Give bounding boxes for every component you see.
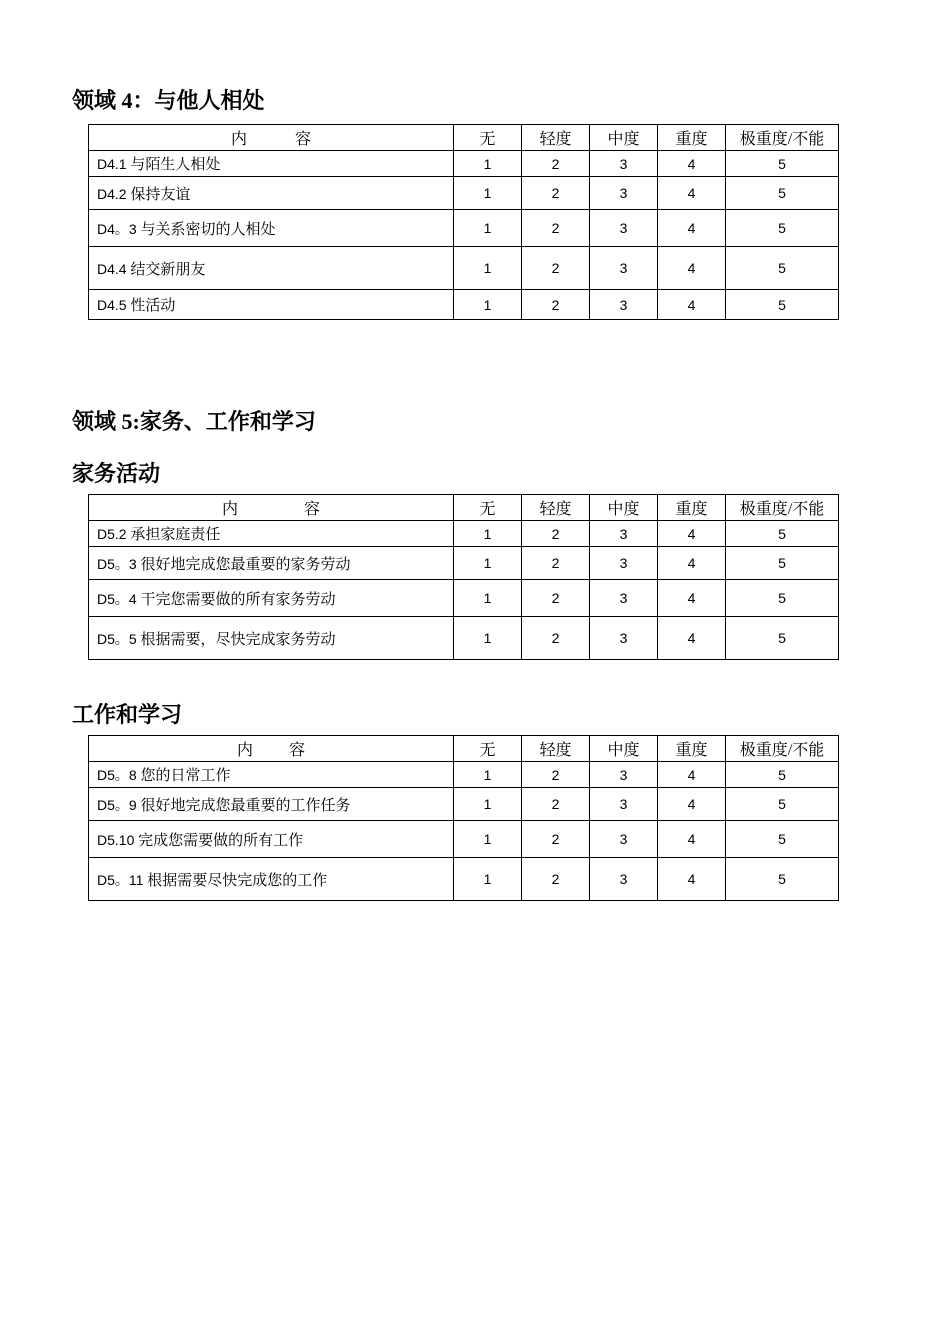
header-mild: 轻度 (522, 125, 590, 151)
score-1: 1 (454, 521, 522, 547)
item-cell: D4.4 结交新朋友 (89, 247, 454, 290)
score-1: 1 (454, 580, 522, 617)
table-row (89, 177, 839, 210)
score-4: 4 (658, 821, 726, 858)
score-1: 1 (454, 821, 522, 858)
score-4: 4 (658, 762, 726, 788)
score-2: 2 (522, 290, 590, 320)
score-2: 2 (522, 858, 590, 901)
header-severe: 重度 (658, 125, 726, 151)
score-5: 5 (726, 858, 839, 901)
score-3: 3 (590, 858, 658, 901)
table-row (89, 858, 839, 901)
score-3: 3 (590, 151, 658, 177)
score-3: 3 (590, 547, 658, 580)
header-moderate: 中度 (590, 736, 658, 762)
score-3: 3 (590, 210, 658, 247)
header-severe: 重度 (658, 495, 726, 521)
item-cell: D5。8 您的日常工作 (89, 762, 454, 788)
score-1: 1 (454, 762, 522, 788)
score-2: 2 (522, 788, 590, 821)
header-none: 无 (454, 495, 522, 521)
score-5: 5 (726, 762, 839, 788)
table-row (89, 521, 839, 547)
score-3: 3 (590, 788, 658, 821)
table-row (89, 210, 839, 247)
table-row (89, 580, 839, 617)
section-heading-domain4: 领域 4：与他人相处 (72, 88, 265, 113)
header-mild: 轻度 (522, 736, 590, 762)
item-cell: D5。11 根据需要尽快完成您的工作 (89, 858, 454, 901)
item-cell: D5。5 根据需要，尽快完成家务劳动 (89, 617, 454, 660)
score-4: 4 (658, 858, 726, 901)
subsection-heading-household: 家务活动 (72, 461, 161, 486)
header-extreme: 极重度/不能 (726, 125, 839, 151)
score-1: 1 (454, 151, 522, 177)
score-4: 4 (658, 547, 726, 580)
header-content: 内 容 (89, 125, 454, 151)
table-row (89, 247, 839, 290)
score-3: 3 (590, 580, 658, 617)
subsection-heading-work: 工作和学习 (72, 702, 183, 727)
score-3: 3 (590, 762, 658, 788)
item-cell: D5.10 完成您需要做的所有工作 (89, 821, 454, 858)
score-5: 5 (726, 788, 839, 821)
header-extreme: 极重度/不能 (726, 495, 839, 521)
score-3: 3 (590, 290, 658, 320)
score-2: 2 (522, 247, 590, 290)
item-cell: D5.2 承担家庭责任 (89, 521, 454, 547)
header-moderate: 中度 (590, 125, 658, 151)
score-1: 1 (454, 788, 522, 821)
table-row (89, 547, 839, 580)
score-4: 4 (658, 788, 726, 821)
domain4-table (88, 124, 839, 320)
score-5: 5 (726, 617, 839, 660)
item-cell: D5。9 很好地完成您最重要的工作任务 (89, 788, 454, 821)
household-table (88, 494, 839, 660)
section-heading-domain5: 领域 5:家务、工作和学习 (72, 409, 316, 434)
score-5: 5 (726, 247, 839, 290)
score-4: 4 (658, 580, 726, 617)
table-header-row (89, 125, 839, 151)
score-3: 3 (590, 177, 658, 210)
score-5: 5 (726, 521, 839, 547)
table-header-row (89, 495, 839, 521)
header-severe: 重度 (658, 736, 726, 762)
item-cell: D4.1 与陌生人相处 (89, 151, 454, 177)
score-2: 2 (522, 177, 590, 210)
score-1: 1 (454, 290, 522, 320)
header-moderate: 中度 (590, 495, 658, 521)
score-2: 2 (522, 521, 590, 547)
score-2: 2 (522, 762, 590, 788)
header-mild: 轻度 (522, 495, 590, 521)
header-none: 无 (454, 736, 522, 762)
score-4: 4 (658, 617, 726, 660)
item-cell: D5。3 很好地完成您最重要的家务劳动 (89, 547, 454, 580)
score-5: 5 (726, 151, 839, 177)
header-content: 内 容 (89, 495, 454, 521)
score-2: 2 (522, 580, 590, 617)
table-row (89, 788, 839, 821)
score-1: 1 (454, 210, 522, 247)
header-extreme: 极重度/不能 (726, 736, 839, 762)
score-2: 2 (522, 210, 590, 247)
score-4: 4 (658, 210, 726, 247)
header-content: 内 容 (89, 736, 454, 762)
score-1: 1 (454, 617, 522, 660)
score-5: 5 (726, 580, 839, 617)
score-5: 5 (726, 177, 839, 210)
score-5: 5 (726, 821, 839, 858)
score-2: 2 (522, 151, 590, 177)
item-cell: D4.2 保持友谊 (89, 177, 454, 210)
score-2: 2 (522, 547, 590, 580)
table-row (89, 821, 839, 858)
score-1: 1 (454, 247, 522, 290)
score-1: 1 (454, 547, 522, 580)
item-cell: D4.5 性活动 (89, 290, 454, 320)
table-row (89, 617, 839, 660)
score-3: 3 (590, 617, 658, 660)
table-row (89, 151, 839, 177)
table-row (89, 762, 839, 788)
score-1: 1 (454, 858, 522, 901)
work-table (88, 735, 839, 901)
score-4: 4 (658, 177, 726, 210)
score-4: 4 (658, 151, 726, 177)
table-header-row (89, 736, 839, 762)
score-4: 4 (658, 521, 726, 547)
score-3: 3 (590, 821, 658, 858)
score-1: 1 (454, 177, 522, 210)
score-5: 5 (726, 547, 839, 580)
score-3: 3 (590, 521, 658, 547)
item-cell: D4。3 与关系密切的人相处 (89, 210, 454, 247)
score-4: 4 (658, 247, 726, 290)
score-2: 2 (522, 821, 590, 858)
table-row (89, 290, 839, 320)
score-2: 2 (522, 617, 590, 660)
score-5: 5 (726, 210, 839, 247)
item-cell: D5。4 干完您需要做的所有家务劳动 (89, 580, 454, 617)
score-3: 3 (590, 247, 658, 290)
score-4: 4 (658, 290, 726, 320)
score-5: 5 (726, 290, 839, 320)
header-none: 无 (454, 125, 522, 151)
